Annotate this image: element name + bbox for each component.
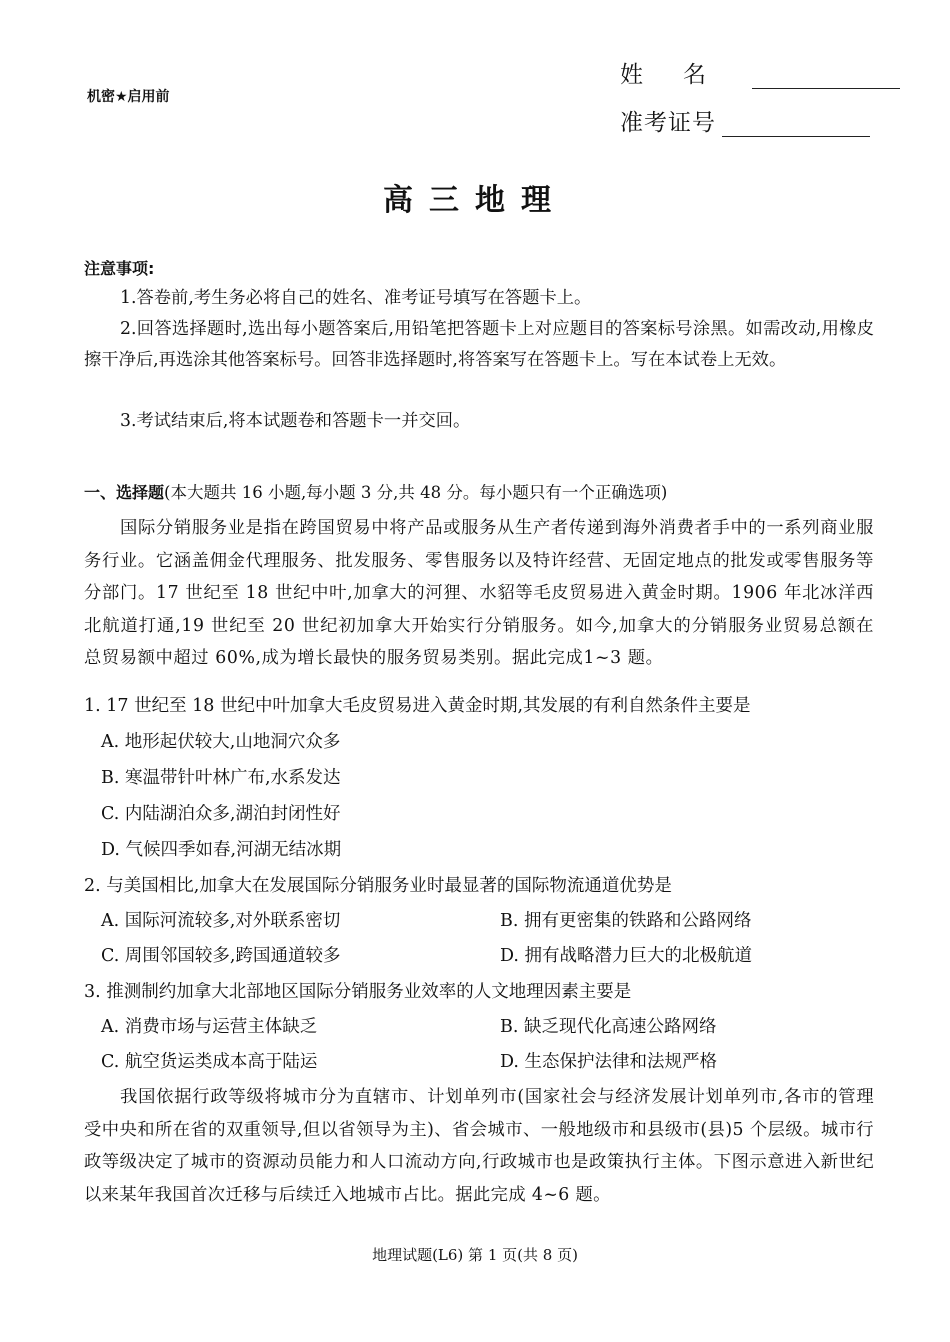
question-3-option-a: A. 消费市场与运营主体缺乏: [101, 1017, 318, 1037]
passage-2: 我国依据行政等级将城市分为直辖市、计划单列市(国家社会与经济发展计划单列市,各市的管理受中央和所在省的双重领导,但以省领导为主)、省会城市、一般地级市和县级市(县)5 个层级。城市行政等级决定了城市的资源动员能力和人口流动方向,行政城市也是政策执行主体。下图示意进入新世纪以来某年我国首次迁移与后续迁入地城市占比。据此完成 4~6 题。: [84, 1087, 874, 1205]
question-3-option-b: B. 缺乏现代化高速公路网络: [500, 1017, 717, 1037]
page-title: 高三地理: [383, 183, 567, 218]
page-footer: 地理试题(L6) 第 1 页(共 8 页): [372, 1246, 578, 1264]
question-3-option-c: C. 航空货运类成本高于陆运: [101, 1052, 318, 1072]
section-note: (本大题共 16 小题,每小题 3 分,共 48 分。每小题只有一个正确选项): [164, 483, 668, 502]
question-3-option-d: D. 生态保护法律和法规严格: [500, 1052, 718, 1072]
section-heading: [84, 479, 884, 503]
question-1-option-d: D. 气候四季如春,河湖无结冰期: [101, 840, 342, 860]
exam-id-label: 准考证号: [620, 110, 716, 136]
question-1-option-b: B. 寒温带针叶林广布,水系发达: [101, 768, 341, 788]
exam-id-field: [620, 104, 870, 137]
question-2-option-c: C. 周围邻国较多,跨国通道较多: [101, 946, 341, 966]
confidential-label: 机密★启用前: [87, 89, 170, 105]
question-2-option-d: D. 拥有战略潜力巨大的北极航道: [500, 946, 753, 966]
question-2-option-a: A. 国际河流较多,对外联系密切: [101, 911, 341, 931]
name-field: [620, 56, 900, 89]
question-1-stem: 1. 17 世纪至 18 世纪中叶加拿大毛皮贸易进入黄金时期,其发展的有利自然条件主要是: [84, 696, 751, 716]
passage-1: 国际分销服务业是指在跨国贸易中将产品或服务从生产者传递到海外消费者手中的一系列商业服务行业。它涵盖佣金代理服务、批发服务、零售服务以及特许经营、无固定地点的批发或零售服务等分部门。17 世纪至 18 世纪中叶,加拿大的河狸、水貂等毛皮贸易进入黄金时期。1906 年北冰洋西北航道打通,19 世纪至 20 世纪初加拿大开始实行分销服务。如今,加拿大的分销服务业贸易总额在总贸易额中超过 60%,成为增长最快的服务贸易类别。据此完成1~3 题。: [84, 518, 874, 668]
exam-id-blank: [722, 116, 870, 137]
question-3-stem: 3. 推测制约加拿大北部地区国际分销服务业效率的人文地理因素主要是: [84, 982, 632, 1002]
note-item: 2.回答选择题时,选出每小题答案后,用铅笔把答题卡上对应题目的答案标号涂黑。如需改动,用橡皮擦干净后,再选涂其他答案标号。回答非选择题时,将答案写在答题卡上。写在本试卷上无效。: [84, 319, 874, 370]
note-item: 3.考试结束后,将本试题卷和答题卡一并交回。: [120, 411, 471, 431]
notes-heading: 注意事项:: [84, 259, 155, 278]
note-item: 1.答卷前,考生务必将自己的姓名、准考证号填写在答题卡上。: [120, 288, 592, 308]
question-1-option-c: C. 内陆湖泊众多,湖泊封闭性好: [101, 804, 341, 824]
question-2-stem: 2. 与美国相比,加拿大在发展国际分销服务业时最显著的国际物流通道优势是: [84, 876, 672, 896]
name-blank: [752, 68, 900, 89]
section-title: 一、选择题: [84, 483, 165, 502]
name-label: 姓名: [620, 62, 746, 88]
question-1-option-a: A. 地形起伏较大,山地洞穴众多: [101, 732, 341, 752]
question-2-option-b: B. 拥有更密集的铁路和公路网络: [500, 911, 752, 931]
